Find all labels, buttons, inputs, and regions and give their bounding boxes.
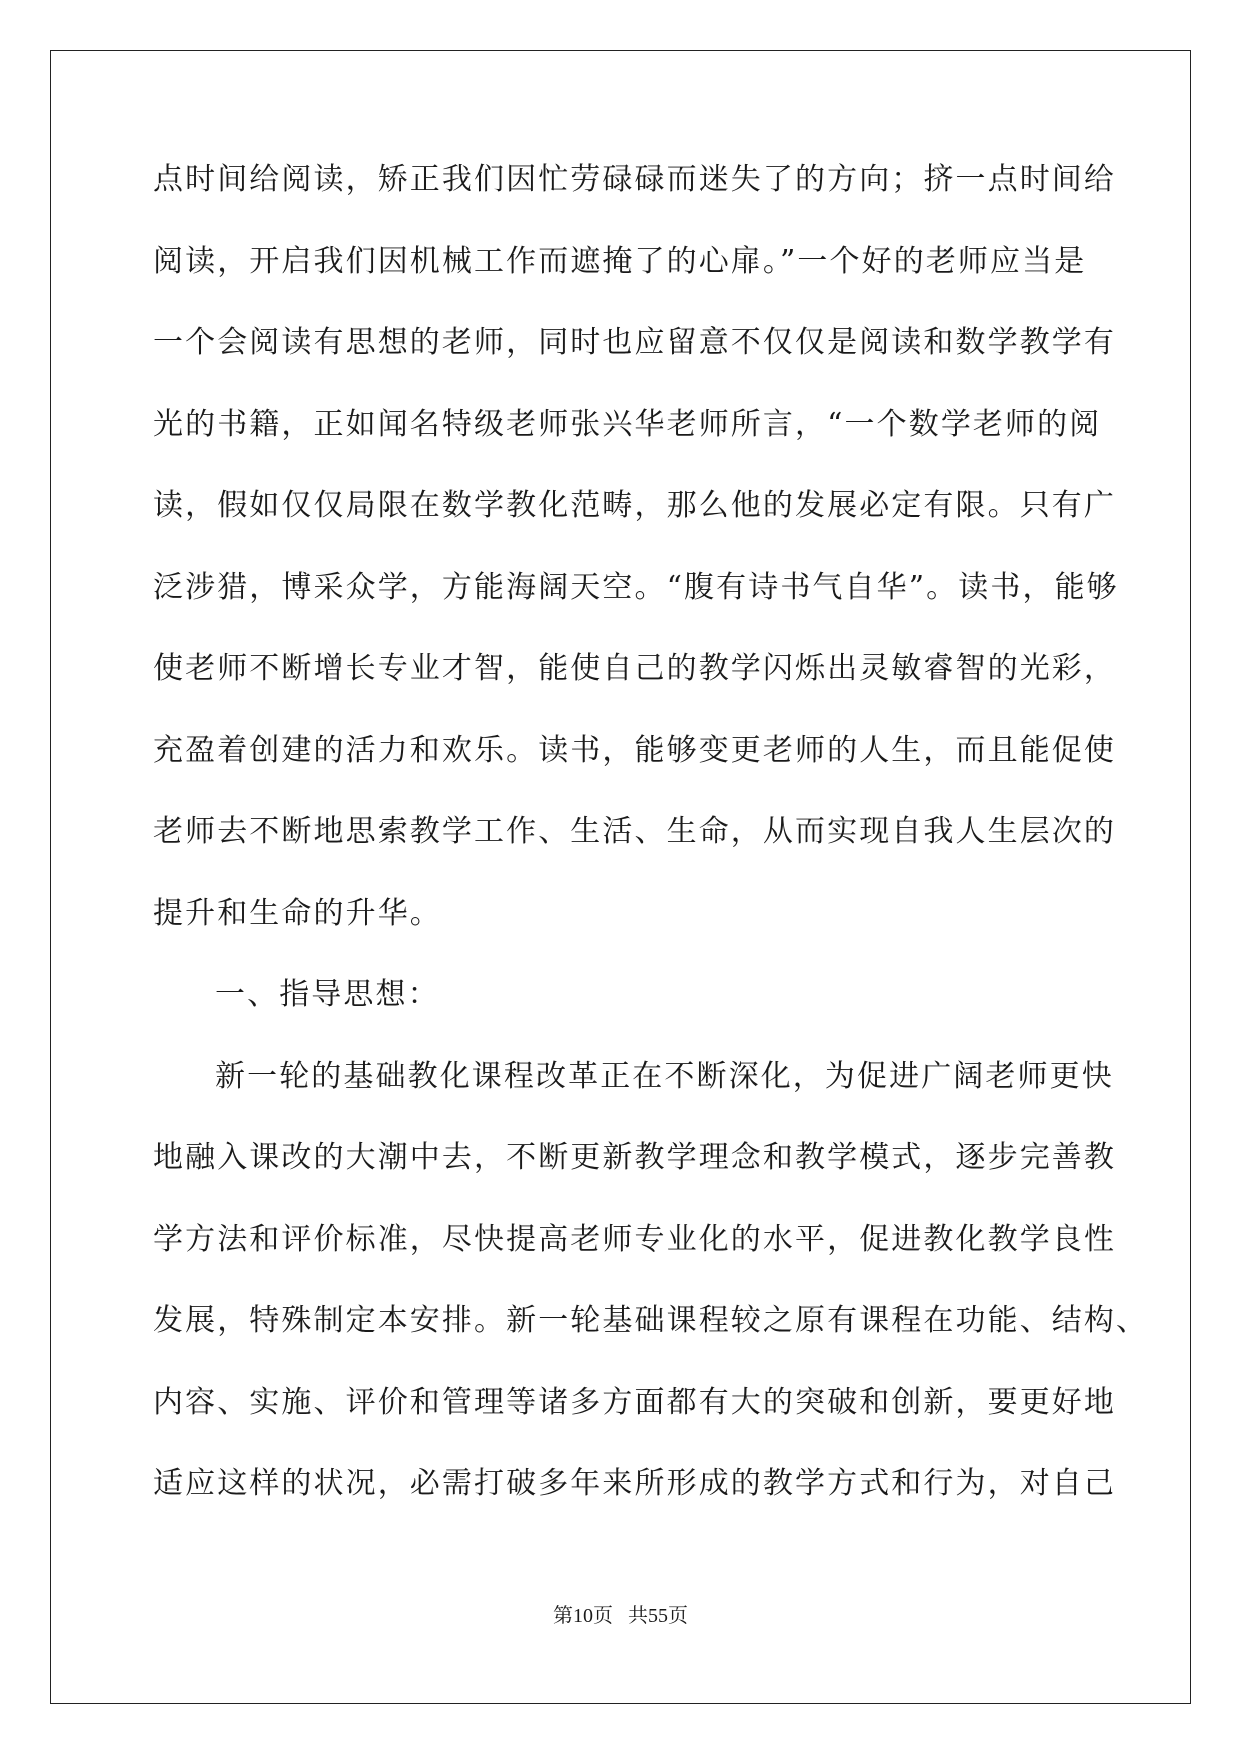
section-heading: 一、指导思想： xyxy=(215,977,440,1012)
text-line: 提升和生命的升华。 xyxy=(153,895,442,931)
body-text xyxy=(153,160,1149,1546)
text-line: 使老师不断增长专业才智，能使自己的教学闪烁出灵敏睿智的光彩， xyxy=(153,651,1116,686)
text-line: 阅读，开启我们因机械工作而遮掩了的心扉。”一个好的老师应当是 xyxy=(153,243,1087,279)
text-line: 点时间给阅读，矫正我们因忙劳碌碌而迷失了的方向；挤一点时间给 xyxy=(153,162,1116,197)
text-line: 一个会阅读有思想的老师，同时也应留意不仅仅是阅读和数学教学有 xyxy=(153,325,1116,360)
page-number-footer: 第10页 共55页 xyxy=(553,1605,688,1627)
text-line: 学方法和评价标准，尽快提高老师专业化的水平，促进教化教学良性 xyxy=(153,1221,1116,1257)
text-line: 地融入课改的大潮中去，不断更新教学理念和教学模式，逐步完善教 xyxy=(153,1140,1116,1175)
text-line: 充盈着创建的活力和欢乐。读书，能够变更老师的人生，而且能促使 xyxy=(153,732,1116,768)
text-line: 新一轮的基础教化课程改革正在不断深化，为促进广阔老师更快 xyxy=(215,1058,1114,1094)
text-line: 适应这样的状况，必需打破多年来所形成的教学方式和行为，对自己 xyxy=(153,1466,1116,1501)
text-line: 内容、实施、评价和管理等诸多方面都有大的突破和创新，要更好地 xyxy=(153,1384,1116,1420)
text-line: 读，假如仅仅局限在数学教化范畴，那么他的发展必定有限。只有广 xyxy=(153,488,1116,523)
text-line: 发展，特殊制定本安排。新一轮基础课程较之原有课程在功能、结构、 xyxy=(153,1303,1149,1338)
text-line: 泛涉猎，博采众学，方能海阔天空。“腹有诗书气自华”。读书，能够 xyxy=(153,569,1119,605)
text-line: 老师去不断地思索教学工作、生活、生命，从而实现自我人生层次的 xyxy=(153,814,1116,849)
text-line: 光的书籍，正如闻名特级老师张兴华老师所言，“一个数学老师的阅 xyxy=(153,406,1102,442)
